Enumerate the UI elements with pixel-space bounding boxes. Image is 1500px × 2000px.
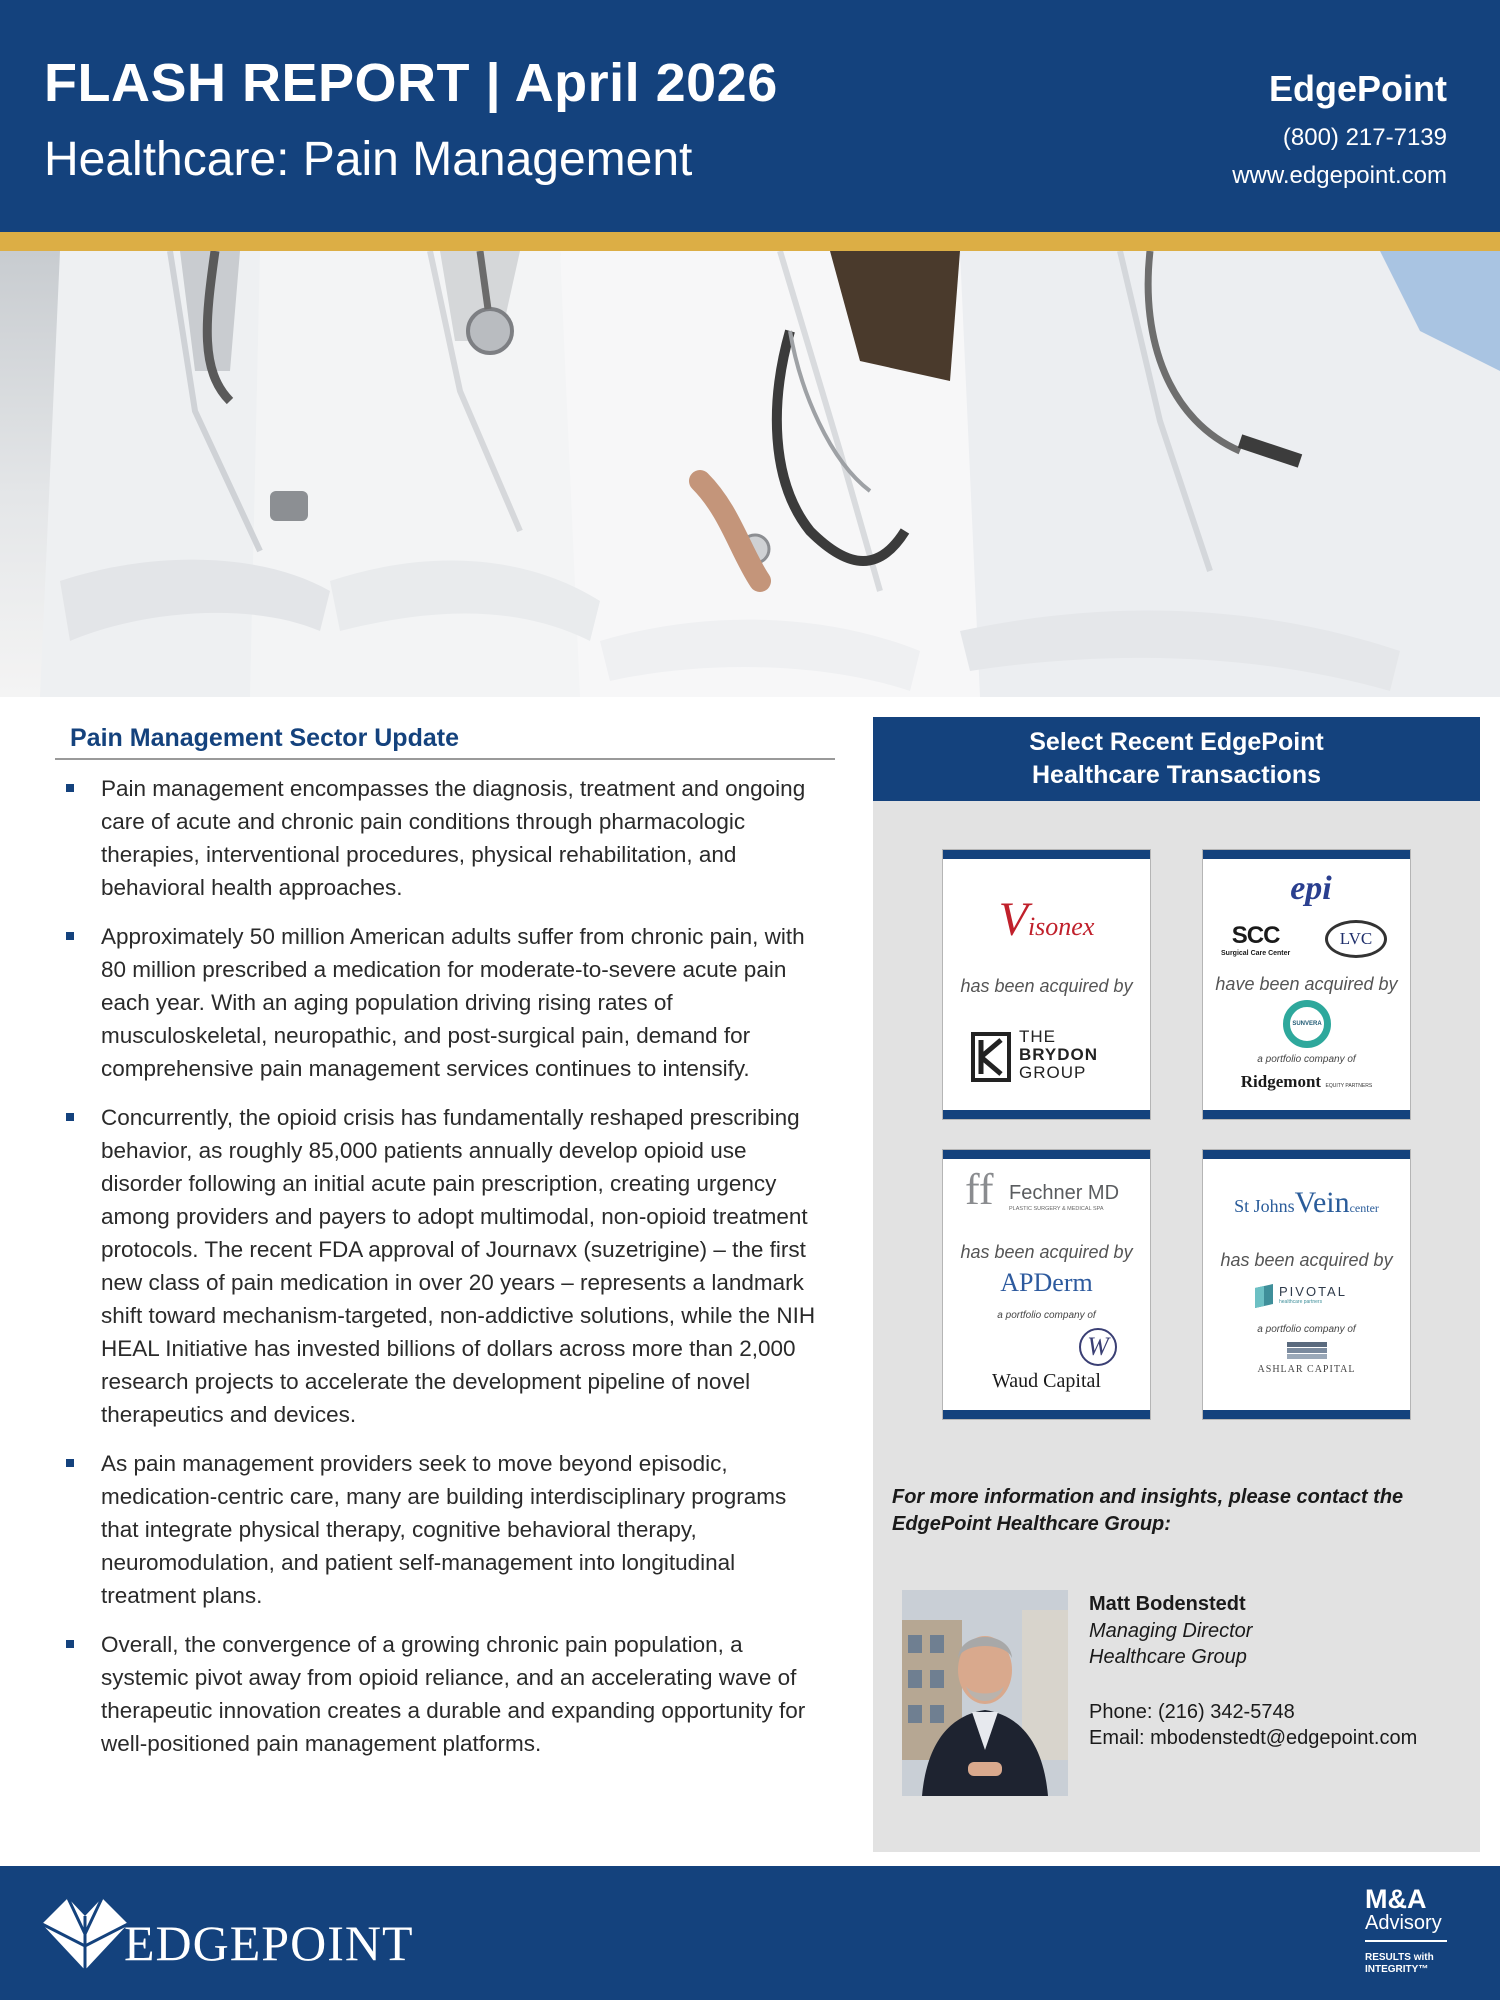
contact-name: Matt Bodenstedt: [1089, 1593, 1246, 1615]
card-bottom-bar: [1203, 1410, 1410, 1419]
badge-line2: Advisory: [1365, 1912, 1442, 1934]
bullet-item: [60, 772, 820, 904]
sector-bullet-list: [60, 772, 820, 1776]
bullet-square-icon: [66, 932, 74, 940]
card-bottom-bar: [1203, 1110, 1410, 1119]
transactions-title-line2: Healthcare Transactions: [1031, 761, 1321, 789]
contact-phone[interactable]: Phone: (216) 342-5748: [1089, 1701, 1295, 1723]
sector-update-heading: Pain Management Sector Update: [70, 724, 459, 752]
pivotal-logo: [1253, 1282, 1373, 1310]
header-website-link[interactable]: www.edgepoint.com: [1232, 162, 1447, 189]
transaction-card-fechner[interactable]: [942, 1149, 1151, 1420]
waud-mark-icon: W: [1079, 1328, 1117, 1366]
ridgemont-logo-sub: EQUITY PARTNERS: [1325, 1083, 1373, 1089]
badge-line4: INTEGRITY™: [1365, 1964, 1429, 1975]
report-footer: [0, 1866, 1500, 2000]
report-title: FLASH REPORT | April 2026: [44, 53, 778, 113]
brydon-line3: GROUP: [1019, 1063, 1087, 1082]
brydon-group-logo: [971, 1028, 1131, 1088]
scc-logo: [1221, 922, 1290, 957]
bullet-square-icon: [66, 1640, 74, 1648]
transaction-card-sunvera[interactable]: [1202, 849, 1411, 1120]
st-johns-vein-logo: [1203, 1186, 1410, 1220]
acquired-by-label: has been acquired by: [960, 1242, 1133, 1262]
header-contact-block: [1232, 68, 1447, 190]
waud-capital-logo: Waud Capital: [992, 1370, 1101, 1392]
card-top-bar: [1203, 1150, 1410, 1159]
report-subtitle: Healthcare: Pain Management: [44, 133, 693, 186]
contact-email-link[interactable]: Email: mbodenstedt@edgepoint.com: [1089, 1727, 1418, 1749]
portfolio-company-label: a portfolio company of: [1257, 1054, 1356, 1065]
contact-group: Healthcare Group: [1089, 1646, 1247, 1668]
bullet-text: Concurrently, the opioid crisis has fundamentally reshaped prescribing behavior, as roughly 85,000 patients annually develop opioid use disorder following an initial acute pain prescription, creating urgency among providers and payers to adopt multimodal, non-opioid treatment protocols. The recent FDA approval of Journavx (suzetrigine) – the first new class of pain medication in over 20 years – represents a landmark shift toward mechanism-targeted, non-addictive solutions, while the NIH HEAL Initiative has invested billions of dollars across more than 2,000 research projects to accelerate the development pipeline of novel therapeutics and devices.: [101, 1105, 816, 1427]
card-bottom-bar: [943, 1110, 1150, 1119]
contact-role: Managing Director: [1089, 1620, 1253, 1642]
visonex-logo-initial: V: [998, 893, 1028, 946]
gold-divider: [0, 232, 1500, 251]
apderm-logo: APDerm: [1000, 1268, 1093, 1297]
epi-logo-text: epi: [1290, 870, 1332, 907]
sunvera-logo: SUNVERA: [1283, 1000, 1331, 1048]
header-brand: EdgePoint: [1269, 68, 1447, 109]
pivotal-logo-text: PIVOTAL: [1279, 1284, 1347, 1299]
doctors-illustration: [0, 251, 1500, 697]
ridgemont-logo-text: Ridgemont: [1240, 1072, 1322, 1091]
fechner-logo-sub: PLASTIC SURGERY & MEDICAL SPA: [1009, 1206, 1104, 1212]
st-johns-logo-part2: Vein: [1294, 1186, 1350, 1219]
contact-portrait-avatar: [902, 1590, 1068, 1796]
bullet-item: [60, 1101, 820, 1431]
brydon-line1: THE: [1019, 1027, 1056, 1046]
transactions-title-line1: Select Recent EdgePoint: [1029, 728, 1324, 756]
portfolio-company-label: a portfolio company of: [997, 1310, 1096, 1321]
fechner-logo: [961, 1165, 1141, 1218]
hero-doctors-image: [0, 251, 1500, 697]
card-top-bar: [943, 1150, 1150, 1159]
visonex-logo-text: isonex: [1027, 912, 1095, 941]
badge-line3: RESULTS with: [1365, 1952, 1434, 1963]
acquired-by-label: has been acquired by: [1220, 1250, 1393, 1270]
scc-logo-sub: Surgical Care Center: [1221, 950, 1291, 957]
scc-logo-text: SCC: [1231, 922, 1280, 949]
transaction-card-st-johns[interactable]: [1202, 1149, 1411, 1420]
card-bottom-bar: [943, 1410, 1150, 1419]
bullet-text: Approximately 50 million American adults suffer from chronic pain, with 80 million prescribed a medication for moderate-to-severe acute pain each year. With an aging population driving rising rates of musculoskeletal, neuropathic, and post-surgical pain, demand for comprehensive pain management services continues to intensify.: [101, 924, 805, 1081]
st-johns-logo-part3: center: [1349, 1201, 1379, 1215]
brydon-mark-icon: [971, 1032, 1011, 1082]
report-header: [0, 0, 1500, 232]
bullet-square-icon: [66, 784, 74, 792]
fechner-mark-icon: ff: [965, 1165, 994, 1214]
bullet-text: Pain management encompasses the diagnosis, treatment and ongoing care of acute and chronic pain conditions through pharmacologic therapies, interventional procedures, physical rehabilitation, and behavioral health approaches.: [101, 776, 806, 900]
transaction-card-visonex[interactable]: [942, 849, 1151, 1120]
edgepoint-logo-text: EDGEPOINT: [124, 1915, 414, 1971]
bullet-item: [60, 1447, 820, 1612]
ashlar-capital-logo: ASHLAR CAPITAL: [1257, 1364, 1356, 1375]
badge-line1: M&A: [1365, 1884, 1427, 1914]
acquired-by-label: have been acquired by: [1215, 974, 1398, 994]
brydon-line2: BRYDON: [1019, 1045, 1099, 1064]
visonex-logo: [943, 892, 1150, 947]
bullet-square-icon: [66, 1459, 74, 1467]
pivotal-logo-sub: healthcare partners: [1279, 1299, 1323, 1305]
contact-intro: For more information and insights, please contact the EdgePoint Healthcare Group:: [892, 1486, 1404, 1535]
badge-rule: [1365, 1940, 1447, 1942]
pivotal-mark-icon: [1253, 1284, 1275, 1308]
st-johns-logo-part1: St Johns: [1234, 1196, 1295, 1216]
edgepoint-logo-mark-icon: [38, 1894, 132, 1974]
fechner-logo-text: Fechner MD: [1009, 1182, 1120, 1204]
card-top-bar: [1203, 850, 1410, 859]
bullet-item: [60, 1628, 820, 1760]
epi-logo: [1261, 870, 1361, 908]
header-phone[interactable]: (800) 217-7139: [1282, 124, 1447, 151]
card-top-bar: [943, 850, 1150, 859]
ma-advisory-badge: [1365, 1886, 1455, 1976]
bullet-square-icon: [66, 1113, 74, 1121]
sector-heading-rule: [55, 758, 835, 760]
transactions-panel-header: [873, 717, 1480, 801]
ridgemont-logo: [1203, 1072, 1410, 1092]
portfolio-company-label: a portfolio company of: [1257, 1324, 1356, 1335]
bullet-text: Overall, the convergence of a growing chronic pain population, a systemic pivot away from opioid reliance, and an accelerating wave of therapeutic innovation creates a durable and expanding opportunity for well-positioned pain management platforms.: [101, 1632, 806, 1756]
bullet-text: As pain management providers seek to move beyond episodic, medication-centric care, many are building interdisciplinary programs that integrate physical therapy, cognitive behavioral therapy, neuromodulation, and patient self-management into longitudinal treatment plans.: [101, 1451, 787, 1608]
bullet-item: [60, 920, 820, 1085]
lvc-logo: LVC: [1325, 920, 1387, 958]
acquired-by-label: has been acquired by: [960, 976, 1133, 996]
ashlar-mark-icon: [1287, 1342, 1327, 1360]
contact-photo: [902, 1590, 1068, 1796]
